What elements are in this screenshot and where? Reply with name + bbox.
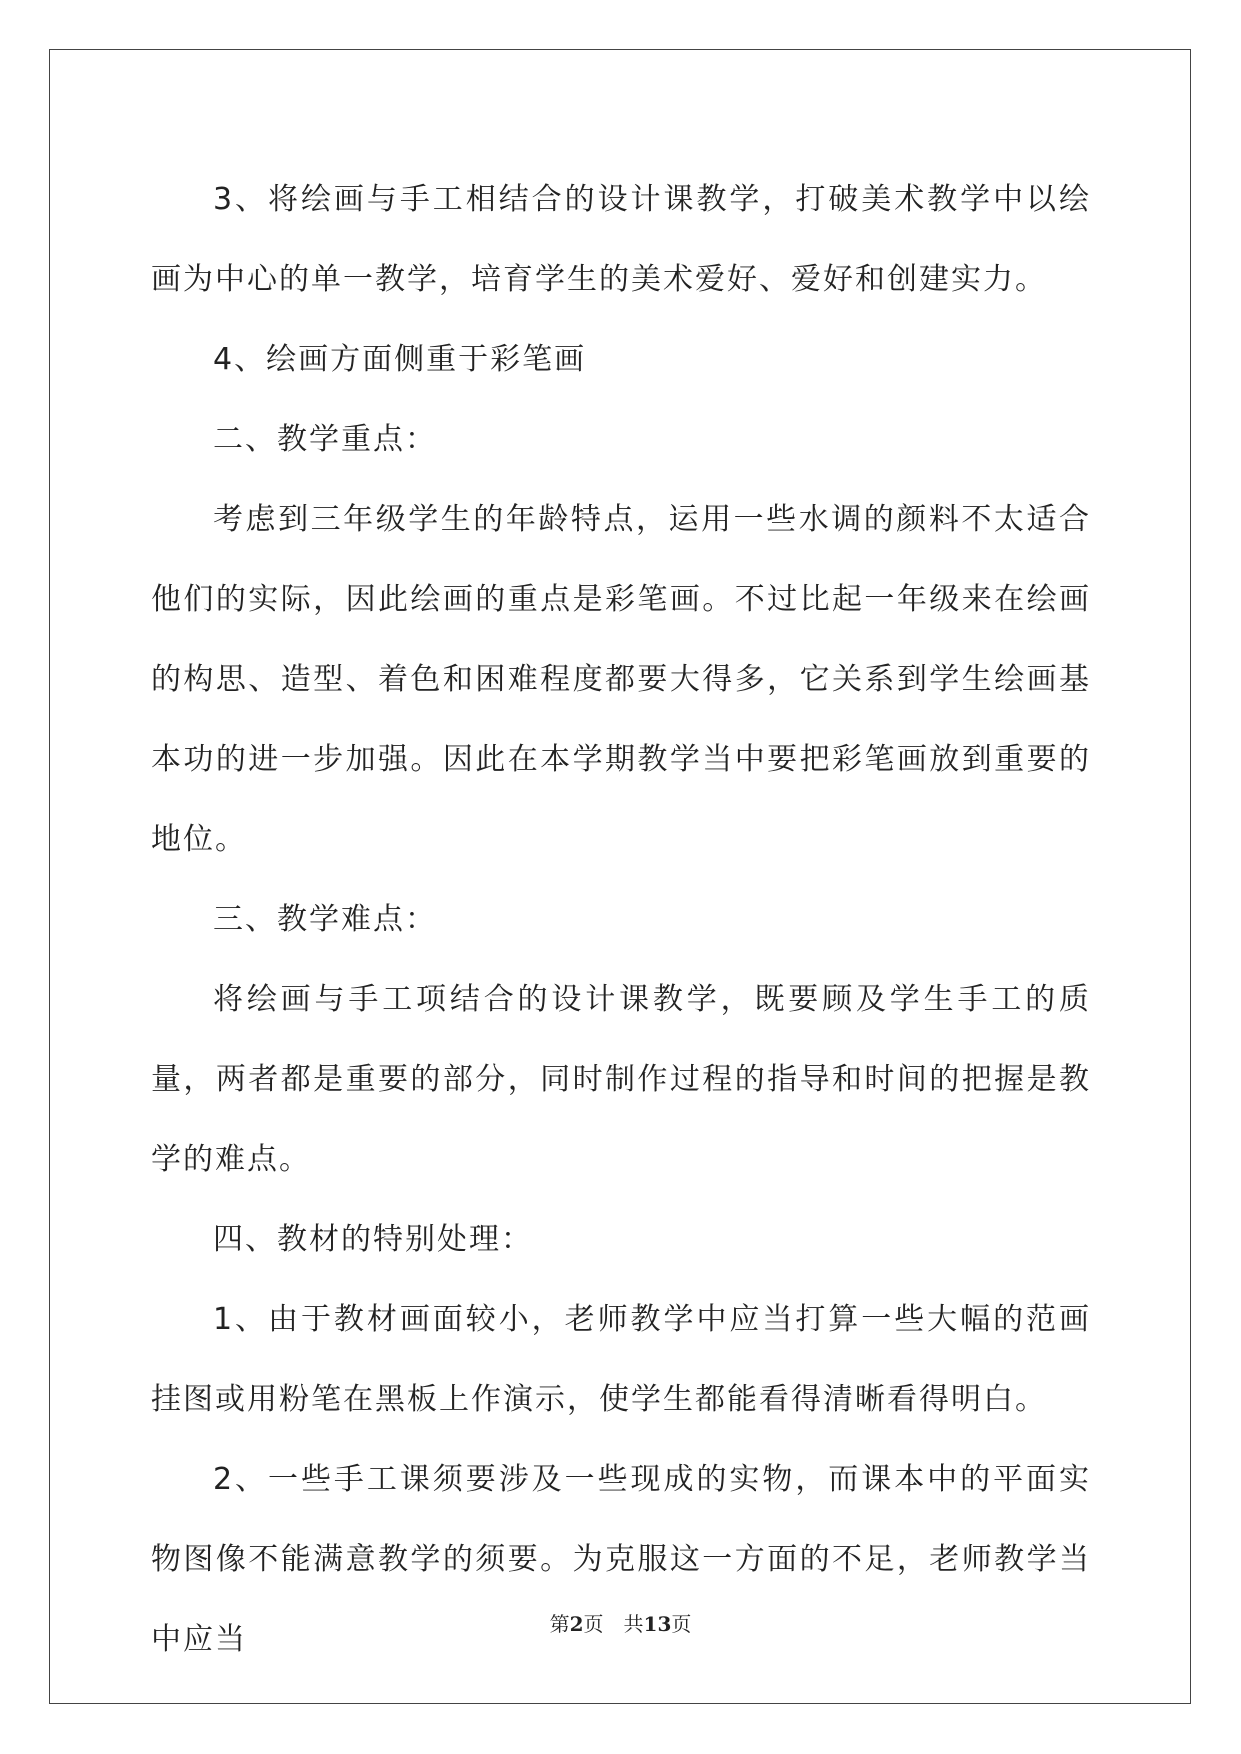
paragraph: 将绘画与手工项结合的设计课教学，既要顾及学生手工的质量，两者都是重要的部分，同时制作过程的指导和时间的把握是教学的难点。 (151, 982, 1091, 1177)
total-suffix: 页 (671, 1612, 692, 1636)
document-body (151, 160, 1091, 1680)
paragraph: 3、将绘画与手工相结合的设计课教学，打破美术教学中以绘画为中心的单一教学，培育学生的美术爱好、爱好和创建实力。 (151, 182, 1091, 297)
paragraph: 考虑到三年级学生的年龄特点，运用一些水调的颜料不太适合他们的实际，因此绘画的重点是彩笔画。不过比起一年级来在绘画的构思、造型、着色和困难程度都要大得多，它关系到学生绘画基本功的进一步加强。因此在本学期教学当中要把彩笔画放到重要的地位。 (151, 502, 1091, 857)
total-prefix: 共 (623, 1612, 644, 1636)
total-pages: 13 (643, 1612, 672, 1636)
section-heading: 三、教学难点： (213, 902, 437, 937)
paragraph: 4、绘画方面侧重于彩笔画 (213, 342, 587, 377)
section-heading: 四、教材的特别处理： (213, 1222, 533, 1257)
page-prefix: 第 (549, 1612, 570, 1636)
paragraph: 1、由于教材画面较小，老师教学中应当打算一些大幅的范画挂图或用粉笔在黑板上作演示，使学生都能看得清晰看得明白。 (151, 1302, 1091, 1417)
page-suffix: 页 (583, 1612, 604, 1636)
page-footer (0, 1608, 1241, 1637)
page-number: 2 (569, 1612, 584, 1636)
paragraph: 2、一些手工课须要涉及一些现成的实物，而课本中的平面实物图像不能满意教学的须要。为克服这一方面的不足，老师教学当中应当 (151, 1462, 1091, 1657)
section-heading: 二、教学重点： (213, 422, 437, 457)
